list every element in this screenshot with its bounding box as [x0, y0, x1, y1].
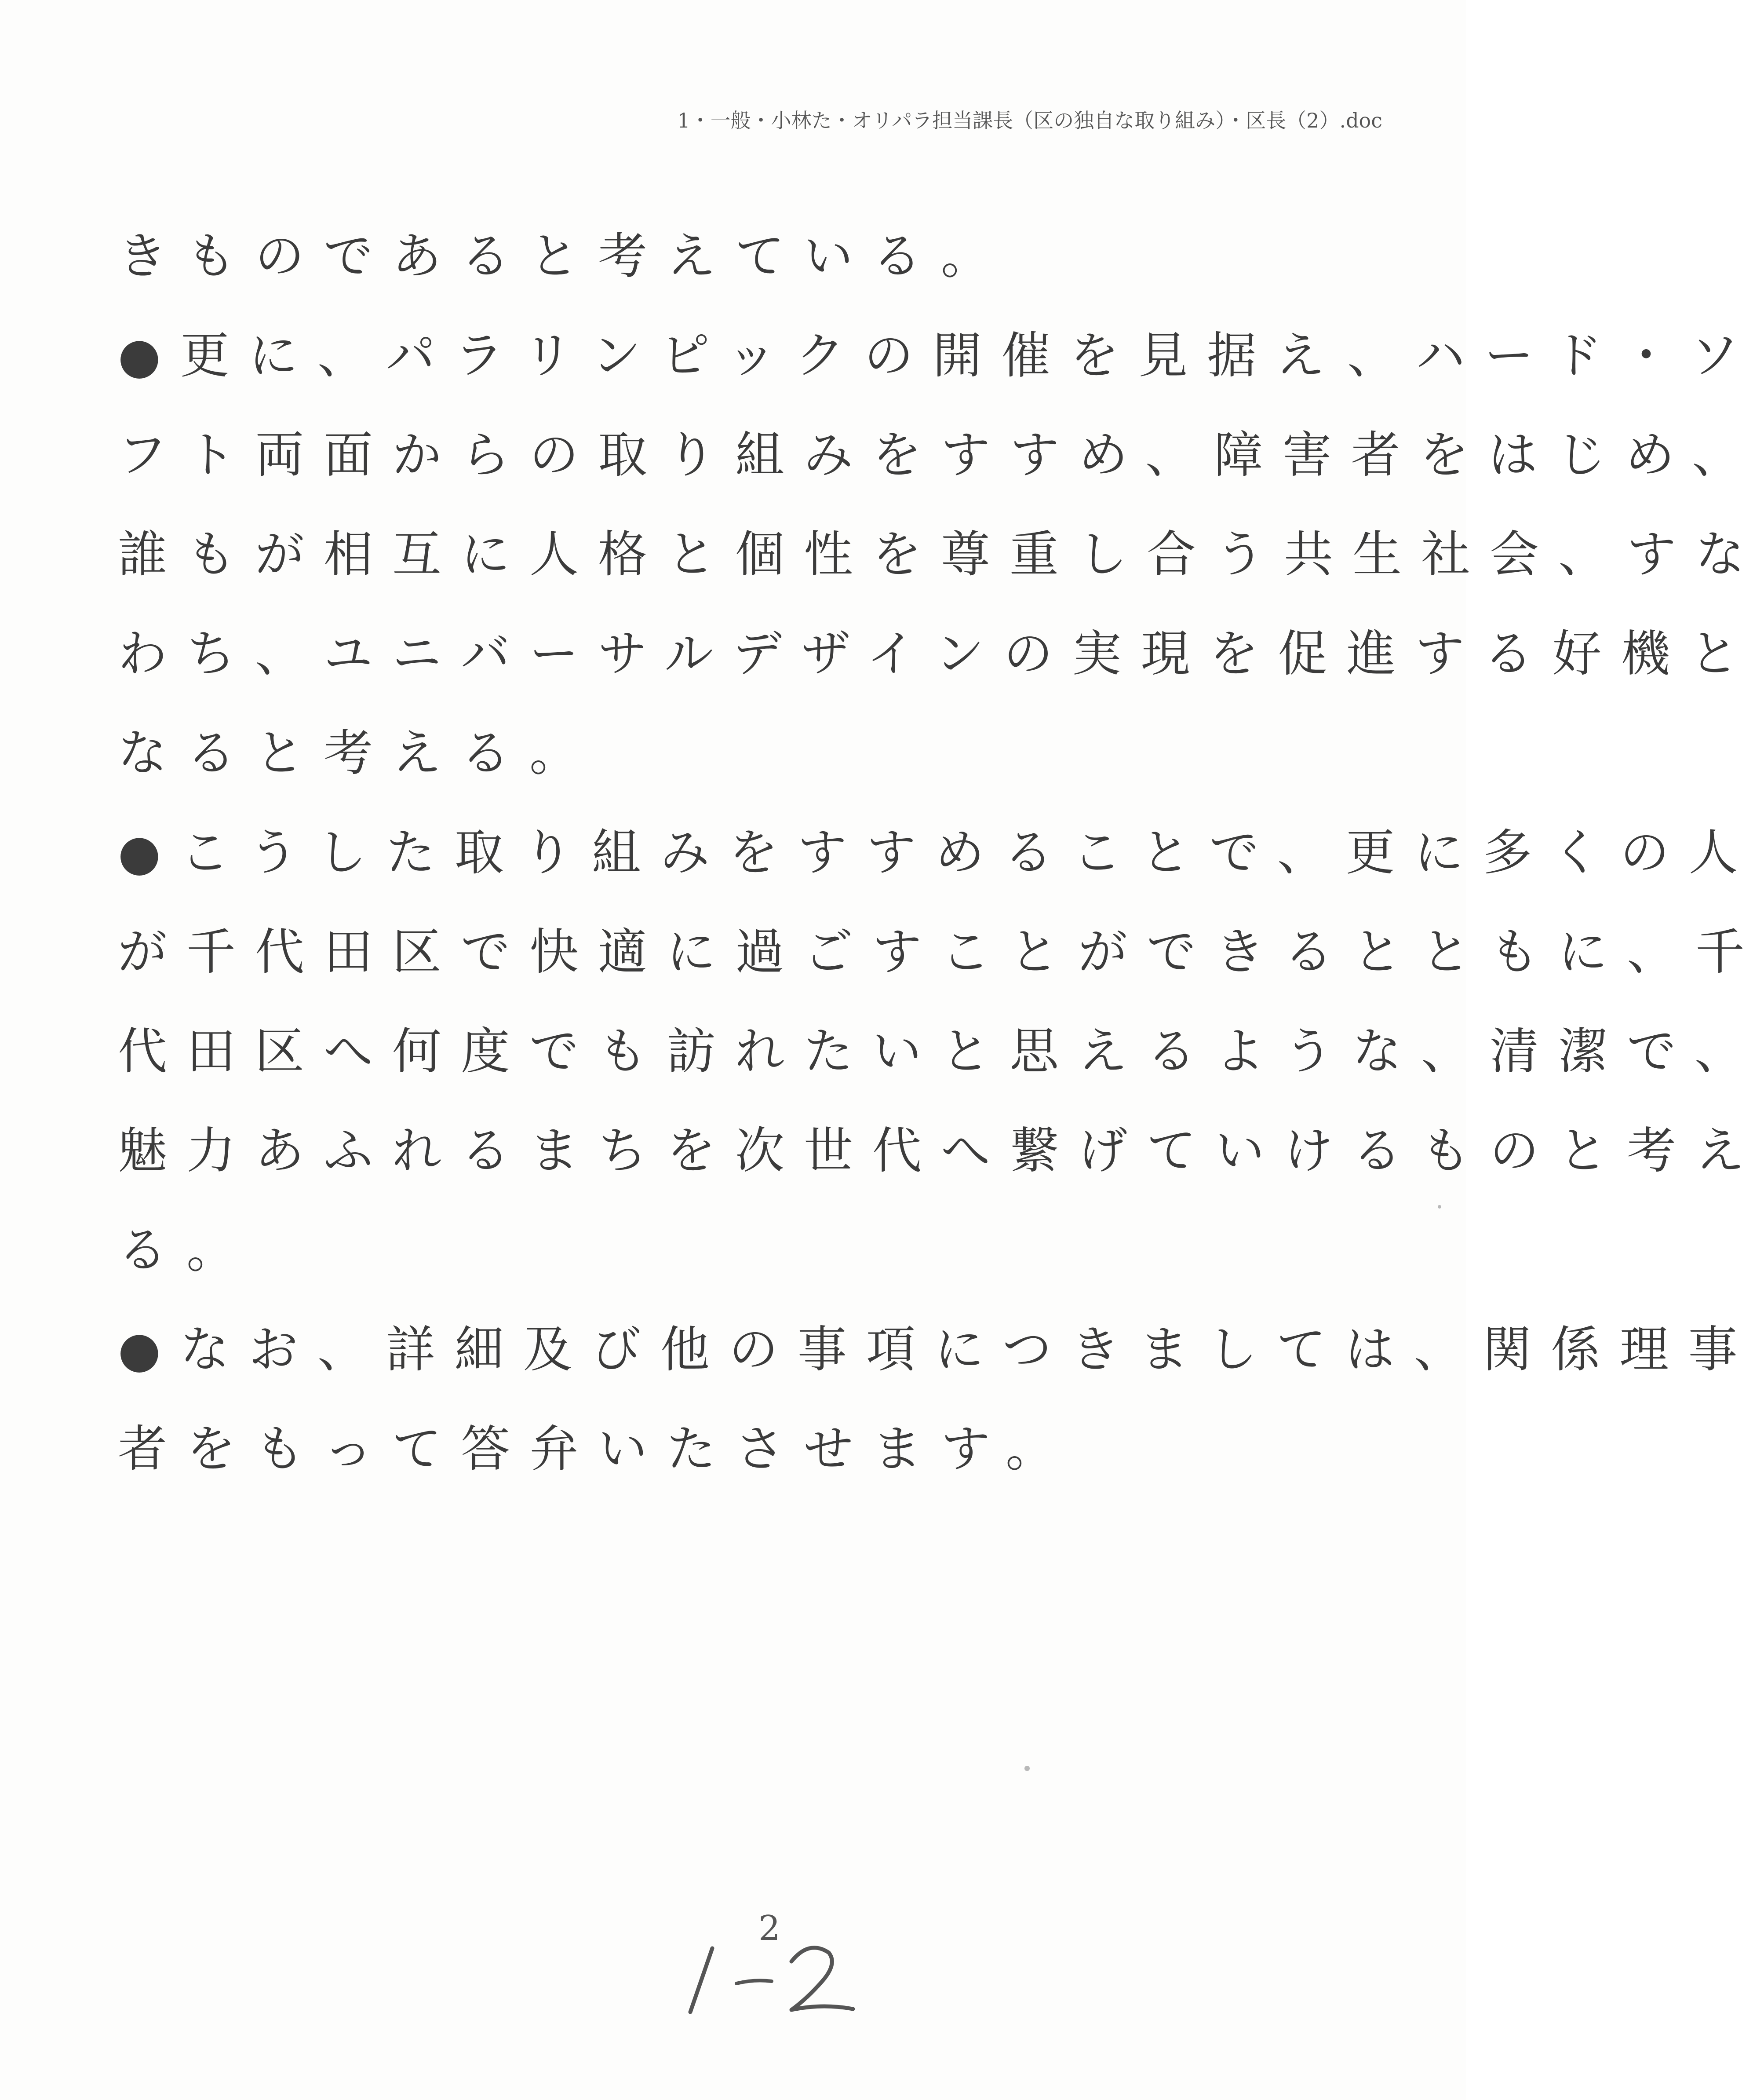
- document-filename-header: 1・一般・小林た・オリパラ担当課長（区の独自な取り組み）・区長（2）.doc: [677, 109, 1382, 132]
- body-line: なると考える。: [118, 725, 598, 782]
- body-line: 者をもって答弁いたさせます。: [118, 1421, 1075, 1478]
- scan-speck: [1438, 1205, 1441, 1209]
- body-line: が千代田区で快適に過ごすことができるとともに、千: [118, 924, 1764, 981]
- body-line: 魅力あふれるまちを次世代へ繋げていけるものと考え: [118, 1122, 1764, 1180]
- body-line: ●こうした取り組みをすすめることで、更に多くの人: [118, 824, 1757, 881]
- body-line: ●更に、パラリンピックの開催を見据え、ハード・ソ: [118, 327, 1759, 384]
- scan-speck: [1024, 1766, 1030, 1771]
- printed-page-number: 2: [758, 1909, 780, 1948]
- body-line: る。: [118, 1222, 255, 1279]
- body-line: 誰もが相互に人格と個性を尊重し合う共生社会、すな: [118, 526, 1764, 583]
- document-body: [118, 207, 1764, 1499]
- body-line: きものであると考えている。: [118, 228, 1010, 285]
- body-line: 代田区へ何度でも訪れたいと思えるような、清潔で、: [118, 1023, 1763, 1080]
- body-line: フト両面からの取り組みをすすめ、障害者をはじめ、: [118, 427, 1761, 484]
- body-line: わち、ユニバーサルデザインの実現を促進する好機と: [118, 625, 1758, 683]
- body-line: ●なお、詳細及び他の事項につきましては、関係理事: [118, 1321, 1757, 1378]
